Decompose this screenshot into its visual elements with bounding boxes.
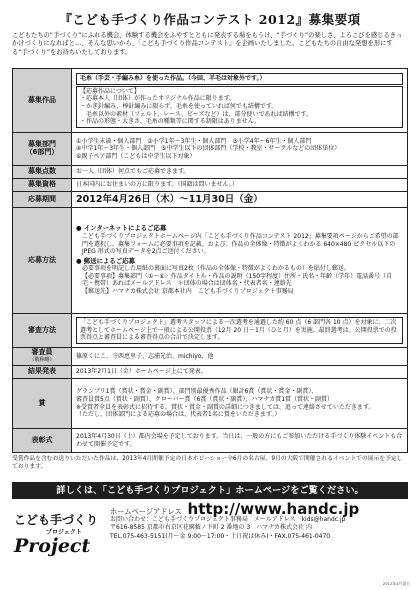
mail-items: 【必要事項】募集部門〈①〜⑥〉作品タイトル・作品の説明（150字程度）住所・氏名・年齢（学年）電話番号（自宅・携帯）あればメールアドレス ＊団体の場合は団体名・代表者名・連絡先 [82, 272, 393, 288]
judges-label: 審査員 [31, 347, 53, 356]
count-value: お一人（団体）何点でもご応募できます。 [72, 166, 408, 179]
works-cond-title: 【応募作品について】 [80, 87, 140, 95]
internet-title: ● インターネットによるご応募 [76, 224, 167, 233]
logo-line1: こども手づくり [14, 513, 99, 527]
works-cell [72, 69, 408, 133]
result-value: 2013年2月1日（金）ホームページ上にて発表。 [72, 366, 408, 379]
label-method: 応募方法 [13, 208, 72, 314]
logo-line2: プロジェクト [46, 529, 82, 536]
inquiry-text: お問い合わせ：こども手づくりプロジェクト事務局 メールアドレス kids@handc.jp [110, 516, 346, 524]
mail-destination: 【郵送先】ハマナカ株式会社 京都本社内 こども手づくりプロジェクト事務局 [82, 288, 294, 296]
table-row [13, 69, 408, 133]
table-row [13, 179, 408, 192]
works-cond-item: 毛糸以外の素材（フェルト、レース、ビーズなど）は、部分使いであれば結構です。 [80, 110, 313, 118]
table-row [13, 133, 408, 166]
phone-text: TEL.075-463-5151(月〜金 9:00〜17:00・土日祝は休み)・FAX.075-461-0470 [110, 532, 331, 540]
division-label: 募集部門 [28, 140, 56, 149]
prize-cell [72, 379, 408, 429]
table-row [13, 348, 408, 366]
qualification-value: 日本国内にお住まいの方に限ります。（国籍は問いません。） [72, 179, 408, 192]
table-row [13, 208, 408, 314]
page-title: 『こども手づくり作品コンテスト 2012』募集要項 [59, 12, 361, 27]
logo-line3: Project [14, 535, 91, 557]
url-row [110, 500, 408, 518]
table-row [13, 192, 408, 208]
website-banner: 詳しくは、「こども手づくりプロジェクト」ホームページをご覧ください。 [12, 482, 408, 499]
prize-line: （ただし、団体部門による応募の場合は、代表者1名に賞をいただきます。） [76, 411, 281, 419]
exhibition-note: 受賞作品を含むお送りいただいた作品は、2013年4月開催予定の日本ホビーショー全6月の名古屋、9月の大阪で開催されるイベントでの展示を予定しております。 [12, 456, 403, 470]
label-division [13, 133, 72, 166]
division-count: （6部門） [25, 148, 59, 156]
contact-block [110, 500, 408, 575]
method-cell [72, 208, 408, 314]
footer [12, 500, 408, 575]
label-works: 募集作品 [13, 69, 72, 133]
label-period: 応募期間 [13, 192, 72, 208]
period-value: 2012年4月26日（木）〜11月30日（金） [72, 192, 408, 208]
works-cond-item: ・作品の形態・大きさ、毛糸の種類等に関する制限はありません。 [80, 118, 261, 126]
intro-text: こどもたちの“手づくり”にふれる機会、体験する機会をふやすとともに発表する場をもうけ、“手づくり”の楽しさ、よろこびを感じるきっかけづくりになればと…、そんな思いから、「こども手づくり作品コンテスト」を企画いたしました。こどもたちの自由な発想を形にする“手づくり”をお待ちいたしております。 [12, 32, 403, 56]
label-review: 審査方法 [13, 314, 72, 348]
website-link[interactable]: http://www.handc.jp [187, 500, 360, 518]
table-row [13, 379, 408, 429]
internet-text: こども手づくりプロジェクトホームページ内「こども手づくり作品コンテスト 2012」募集要項ページからご希望の部門を選択し、募集フォームに必要事項を記載、および、作品の全体像・特徴がよくわかる 640×480 ピクセル以下の JPEG 形式の写真データを2点ご送付ください。 [82, 232, 399, 256]
label-qualification: 募集資格 [13, 179, 72, 192]
mail-title: ● 郵送によるご応募 [76, 256, 135, 265]
ceremony-text: 2013年4月30日（土）都内会場を予定しております。当日は、一般の方にもご参加いただける手づくり体験イベントも合わせて開催予定です。 [72, 429, 408, 453]
judges-value: 篠原くにこ、寺西恵里子、志浦光治、michiyo、他 [72, 348, 408, 366]
division-cell [72, 133, 408, 166]
review-cell [72, 314, 408, 348]
prize-line: 審査員賞5点（賞状・副賞）、クローバー賞（6賞（賞状・副賞）、ハマナカ賞1賞（賞状・副賞） [76, 395, 334, 403]
table-row [13, 166, 408, 179]
label-result: 結果発表 [13, 366, 72, 379]
url-label: ホームページアドレス [110, 507, 182, 516]
works-cond-item: ・かぎ針編み、棒針編みに限らず、毛糸を使っていれば何でも結構です。 [80, 103, 278, 110]
address-text: 〒616-8585 京都市右京区花園薮ノ下町 2 番地の 3 ハマナカ株式会社 内 [110, 524, 312, 532]
review-text: 「こども手づくりプロジェクト」選考スタッフによる一次選考を通過した約 60 点（6 部門各 10 点）を対象に、二次選考としてホームページ上で一般による公開投票（12月 20 日〜1月（ひと月）を実施。最終選考は、公開投票での投票得点と審査員による審査得点の合計で決定します。 [76, 317, 403, 344]
division-line: ⑥親子ペア部門（こどもは中学生以下対象） [76, 152, 196, 160]
table-row [13, 314, 408, 348]
project-logo [12, 505, 110, 575]
mail-text: 必要事項を明記した用紙の裏面に写真2枚（作品の全体像・特徴がよくわかるもの）を貼付し郵送。 [82, 265, 350, 273]
label-prize: 賞 [13, 379, 72, 429]
division-line: ①小学生未満・個人部門 ②小学1年〜3年生・個人部門 ③小学4年〜6年生・個人部門 [76, 137, 312, 145]
requirements-table [12, 68, 408, 453]
works-conditions [76, 86, 403, 128]
label-judges [13, 348, 72, 366]
prize-line: グランプリ1賞（賞状・賞金・副賞）、部門別最優秀作品（銀計6賞（賞状・賞金・副賞）、 [76, 388, 318, 396]
table-row [13, 366, 408, 379]
label-count: 募集点数 [13, 166, 72, 179]
print-code: 2012年4月発行 [382, 581, 410, 586]
theme-box: 毛糸（手芸・手編み糸）を使った作品。（今回、羊毛は対象外です。） [76, 73, 403, 85]
prize-line: ※受賞者全員を表彰式に招待する。賞状・賞金・副賞の詳細につきましては、追って連絡させていただきます。 [76, 403, 375, 411]
division-line: ④中学1年〜3年生・個人部門 ⑤中学生以下の団体部門（学校・教室・サークルなどの団体単位） [76, 145, 341, 153]
table-row [13, 429, 408, 453]
works-cond-item: ・応募本人（団体）が作ったオリジナル作品に限ります。 [80, 95, 236, 103]
label-ceremony: 表彰式 [13, 429, 72, 453]
judges-honorific: （敬称略） [29, 356, 55, 363]
